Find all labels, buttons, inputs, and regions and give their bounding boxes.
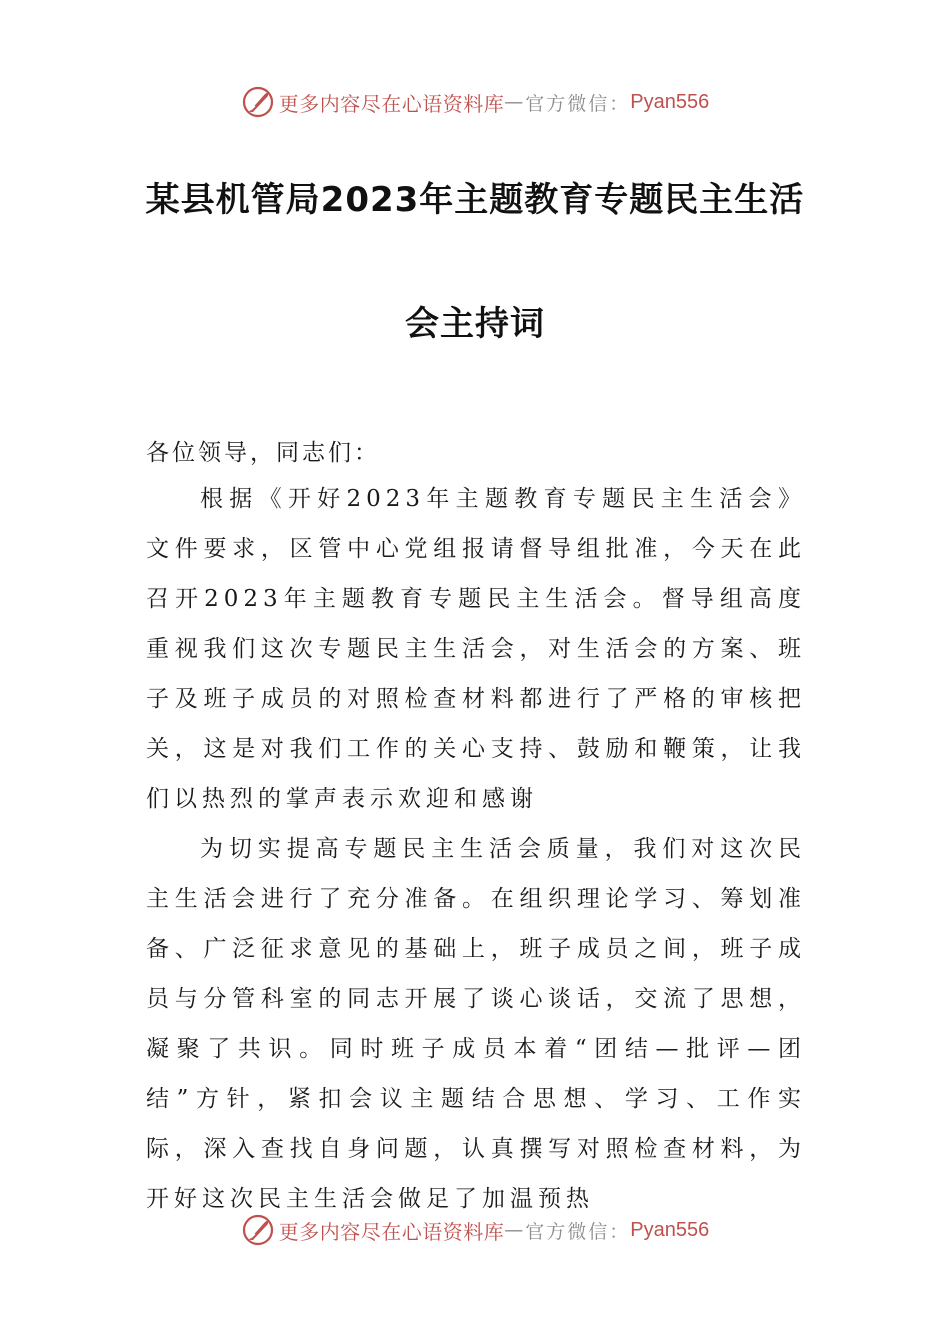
paragraph-2: 为切实提高专题民主生活会质量，我们对这次民主生活会进行了充分准备。在组织理论学习、筹划准备、广泛征求意见的基础上，班子成员之间，班子成员与分管科室的同志开展了谈心谈话，交流了思想，凝聚了共识。同时班子成员本着“团结—批评—团结”方针，紧扣会议主题结合思想、学习、工作实际，深入查找自身问题，认真撰写对照检查材料，为开好这次民主生活会做足了加温预热 [146,836,806,1212]
wechat-label: 官方微信： [525,92,631,115]
header-banner [0,82,950,122]
wechat-label: 官方微信： [525,1220,631,1243]
footer-banner [0,1210,950,1250]
wechat-id: Pyan556 [630,1218,710,1241]
document-title-line-1: 某县机管局2023年主题教育专题民主生活 [145,180,805,220]
banner-separator: — [504,91,526,113]
salutation: 各位领导，同志们： [146,440,380,466]
paragraph-1: 根据《开好2023年主题教育专题民主生活会》文件要求，区管中心党组报请督导组批准，今天在此召开2023年主题教育专题民主生活会。督导组高度重视我们这次专题民主生活会，对生活会的方案、班子及班子成员的对照检查材料都进行了严格的审核把关，这是对我们工作的关心支持、鼓励和鞭策，让我们以热烈的掌声表示欢迎和感谢 [146,486,806,812]
quill-logo-icon [241,85,275,119]
document-title-line-2: 会主持词 [405,304,545,344]
banner-separator: — [504,1219,526,1241]
quill-logo-icon [241,1213,275,1247]
wechat-id: Pyan556 [630,90,710,113]
promo-text: 更多内容尽在心语资料库 [278,91,505,116]
promo-text: 更多内容尽在心语资料库 [278,1219,505,1244]
